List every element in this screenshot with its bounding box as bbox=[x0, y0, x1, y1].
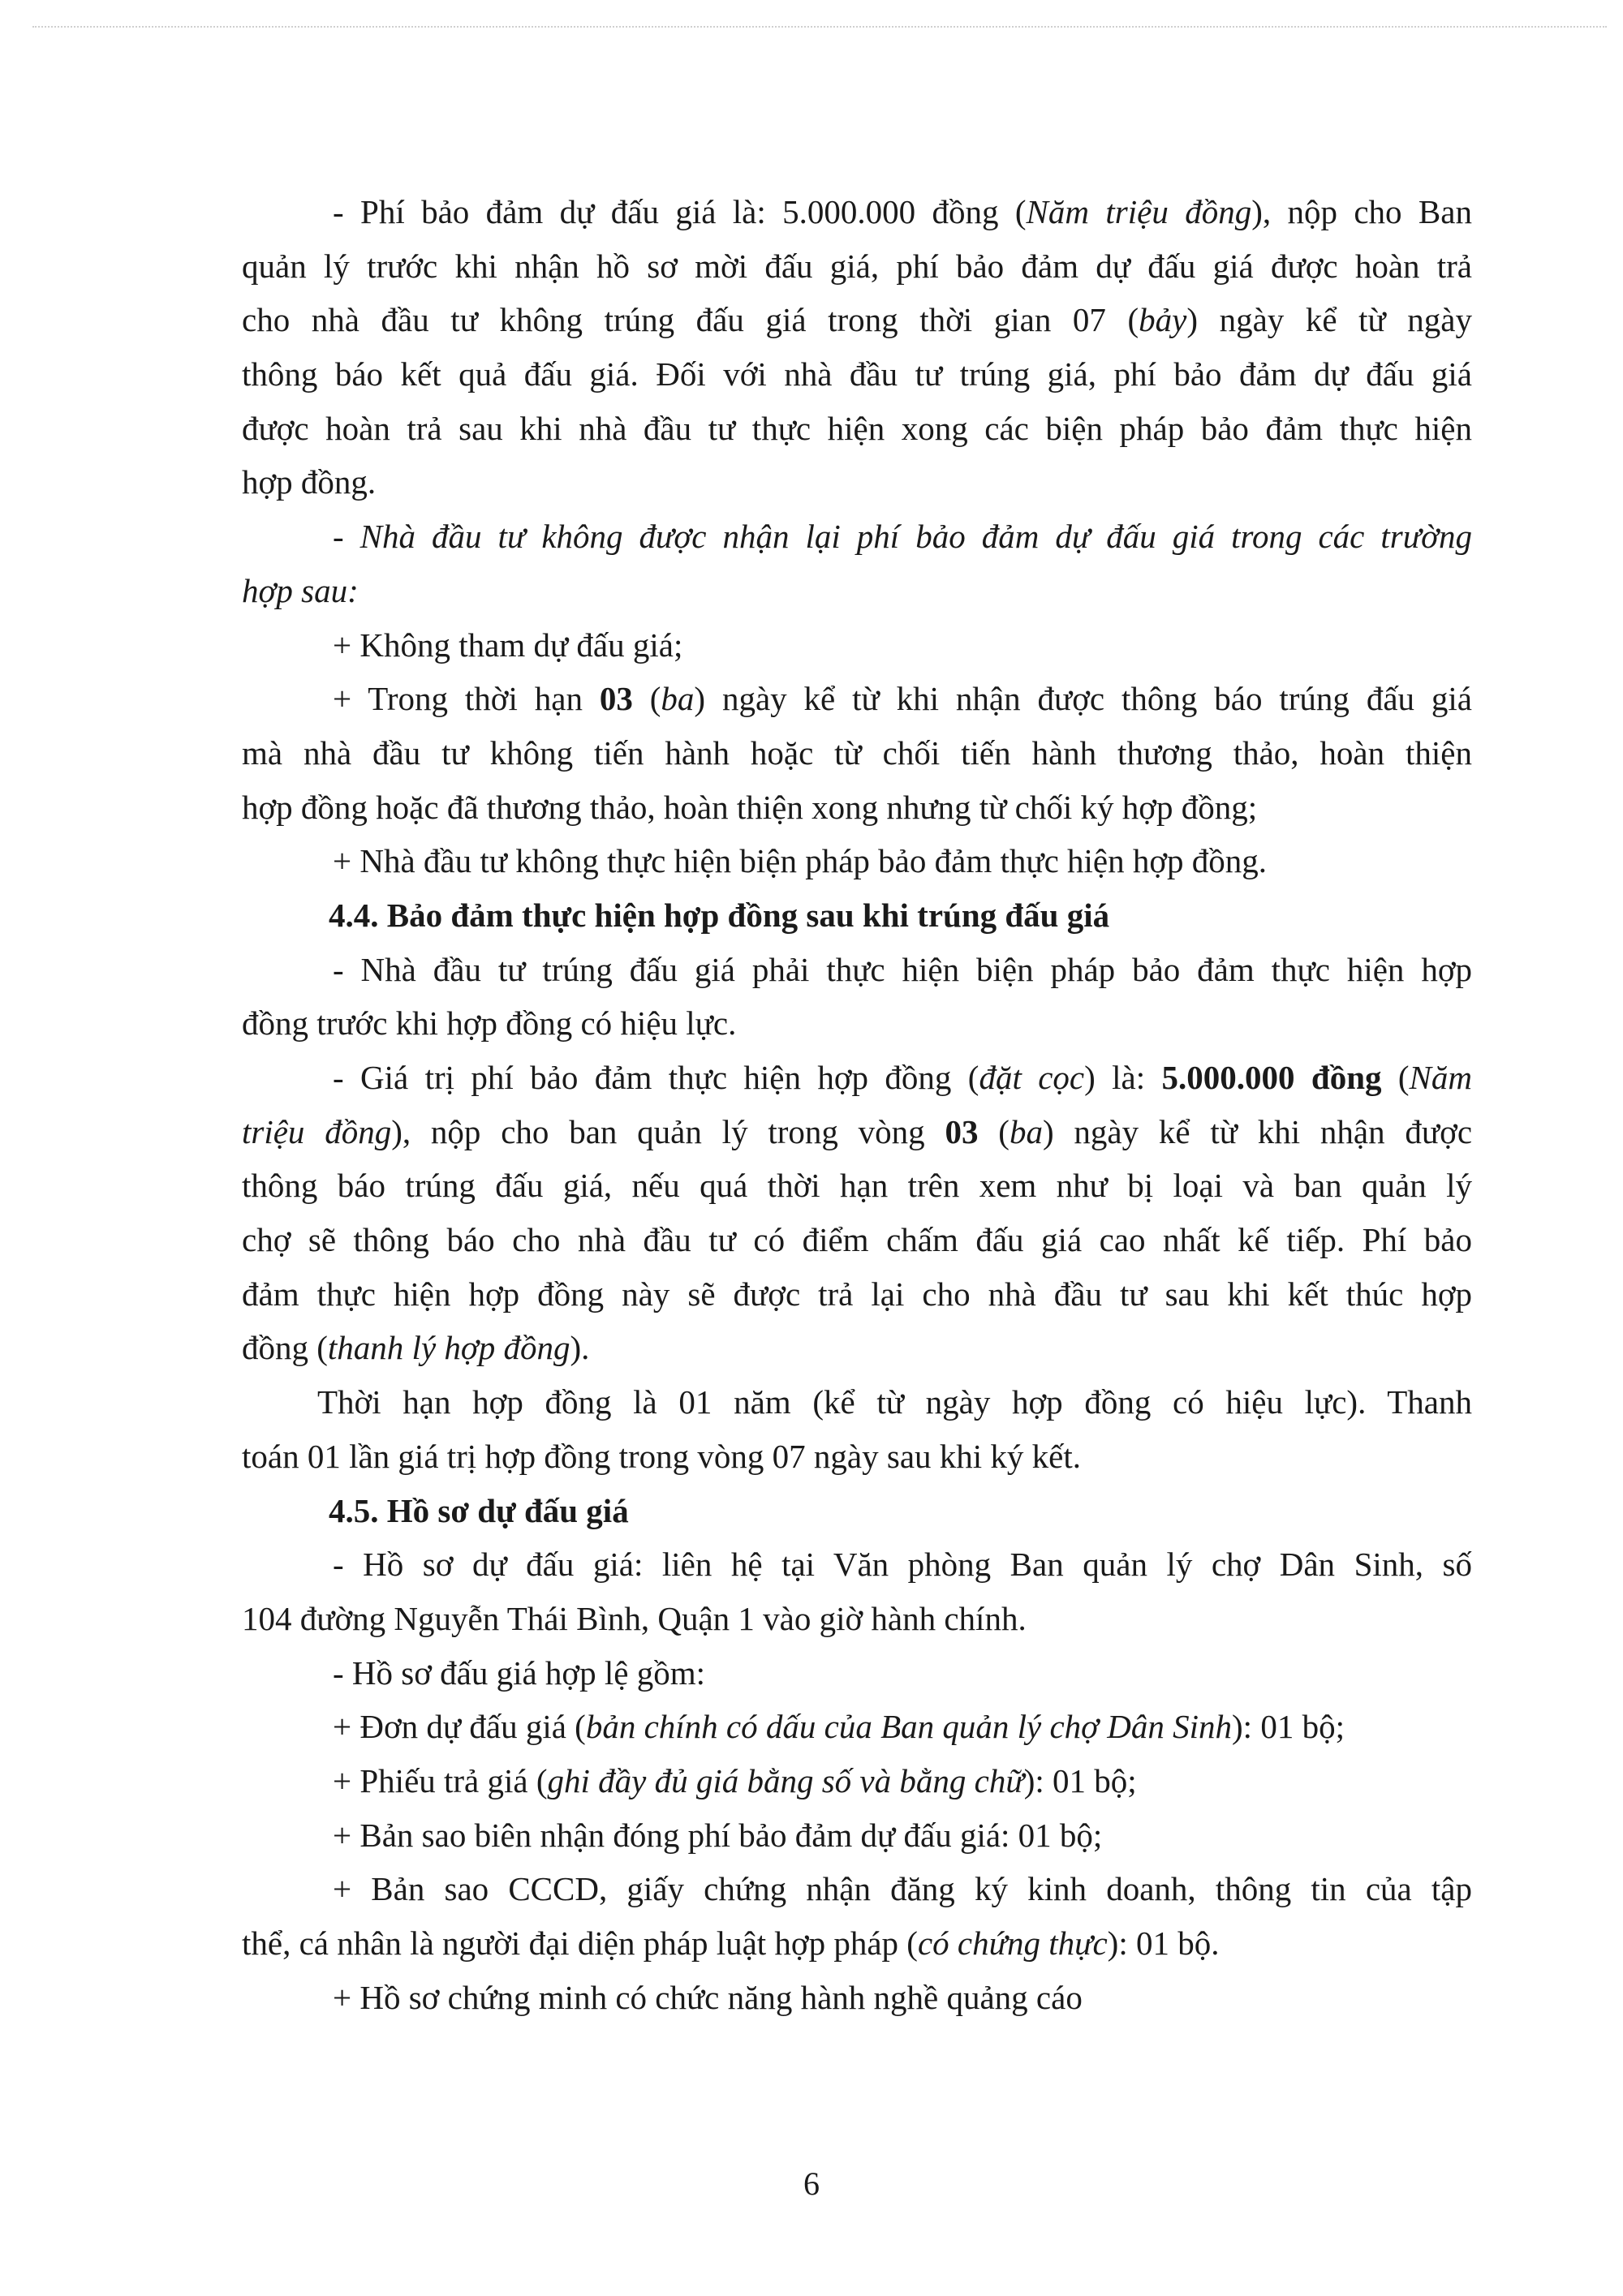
text-line: cho nhà đầu tư không trúng đấu giá trong thời gian 07 (bảy) ngày kể từ ngày bbox=[242, 301, 1473, 339]
document-body bbox=[242, 185, 1472, 2024]
list-item: + Phiếu trả giá (ghi đầy đủ giá bằng số và bằng chữ): 01 bộ; bbox=[333, 1761, 1137, 1799]
text-line: đồng trước khi hợp đồng có hiệu lực. bbox=[242, 1004, 737, 1043]
text-line: hợp đồng hoặc đã thương thảo, hoàn thiện xong nhưng từ chối ký hợp đồng; bbox=[242, 788, 1258, 826]
list-item: + Hồ sơ chứng minh có chức năng hành nghề quảng cáo bbox=[333, 1978, 1083, 2016]
text-line: được hoàn trả sau khi nhà đầu tư thực hiện xong các biện pháp bảo đảm thực hiện bbox=[242, 409, 1472, 447]
scan-edge-line bbox=[32, 26, 1607, 28]
section-heading-4-5: 4.5. Hồ sơ dự đấu giá bbox=[329, 1491, 629, 1529]
text-line: thông báo trúng đấu giá, nếu quá thời hạn trên xem như bị loại và ban quản lý bbox=[242, 1167, 1472, 1205]
paragraph-deposit-fee: - Phí bảo đảm dự đấu giá là: 5.000.000 đồng (Năm triệu đồng), nộp cho Ban bbox=[333, 193, 1472, 230]
list-item: + Nhà đầu tư không thực hiện biện pháp bảo đảm thực hiện hợp đồng. bbox=[333, 842, 1268, 880]
paragraph-contract-term: Thời hạn hợp đồng là 01 năm (kể từ ngày hợp đồng có hiệu lực). Thanh bbox=[317, 1383, 1472, 1421]
list-item: + Không tham dự đấu giá; bbox=[333, 626, 683, 664]
page-number: 6 bbox=[803, 2165, 820, 2202]
text-line: mà nhà đầu tư không tiến hành hoặc từ chối tiến hành thương thảo, hoàn thiện bbox=[242, 733, 1472, 772]
list-item: + Bản sao CCCD, giấy chứng nhận đăng ký kinh doanh, thông tin của tập bbox=[333, 1870, 1472, 1908]
text-line: đồng (thanh lý hợp đồng). bbox=[242, 1329, 590, 1367]
text-line: hợp sau: bbox=[242, 571, 359, 609]
paragraph-non-refund: - Nhà đầu tư không được nhận lại phí bảo đảm dự đấu giá trong các trường bbox=[333, 518, 1472, 556]
paragraph-performance-guarantee: - Nhà đầu tư trúng đấu giá phải thực hiện biện pháp bảo đảm thực hiện hợp bbox=[333, 950, 1472, 988]
text-line: đảm thực hiện hợp đồng này sẽ được trả lại cho nhà đầu tư sau khi kết thúc hợp bbox=[242, 1275, 1472, 1313]
text-line: thông báo kết quả đấu giá. Đối với nhà đầu tư trúng giá, phí bảo đảm dự đấu giá bbox=[242, 355, 1472, 393]
text-line: triệu đồng), nộp cho ban quản lý trong vòng 03 (ba) ngày kể từ khi nhận được bbox=[242, 1112, 1473, 1150]
paragraph-guarantee-value: - Giá trị phí bảo đảm thực hiện hợp đồng (đặt cọc) là: 5.000.000 đồng (Năm bbox=[333, 1059, 1472, 1096]
text-line: quản lý trước khi nhận hồ sơ mời đấu giá, phí bảo đảm dự đấu giá được hoàn trả bbox=[242, 247, 1472, 285]
paragraph-valid-docs: - Hồ sơ đấu giá hợp lệ gồm: bbox=[333, 1653, 705, 1692]
text-line: thể, cá nhân là người đại diện pháp luật hợp pháp (có chứng thực): 01 bộ. bbox=[242, 1924, 1220, 1962]
list-item: + Bản sao biên nhận đóng phí bảo đảm dự đấu giá: 01 bộ; bbox=[333, 1816, 1103, 1854]
section-heading-4-4: 4.4. Bảo đảm thực hiện hợp đồng sau khi trúng đấu giá bbox=[329, 896, 1110, 934]
list-item: + Trong thời hạn 03 (ba) ngày kể từ khi nhận được thông báo trúng đấu giá bbox=[333, 680, 1472, 718]
text-line: 104 đường Nguyễn Thái Bình, Quận 1 vào giờ hành chính. bbox=[242, 1599, 1027, 1637]
text-line: hợp đồng. bbox=[242, 463, 377, 501]
list-item: + Đơn dự đấu giá (bản chính có dấu của Ban quản lý chợ Dân Sinh): 01 bộ; bbox=[333, 1708, 1345, 1746]
text-line: toán 01 lần giá trị hợp đồng trong vòng 07 ngày sau khi ký kết. bbox=[242, 1437, 1082, 1475]
paragraph-bid-contact: - Hồ sơ dự đấu giá: liên hệ tại Văn phòng Ban quản lý chợ Dân Sinh, số bbox=[333, 1546, 1472, 1584]
text-line: chợ sẽ thông báo cho nhà đầu tư có điểm chấm đấu giá cao nhất kế tiếp. Phí bảo bbox=[242, 1221, 1472, 1259]
